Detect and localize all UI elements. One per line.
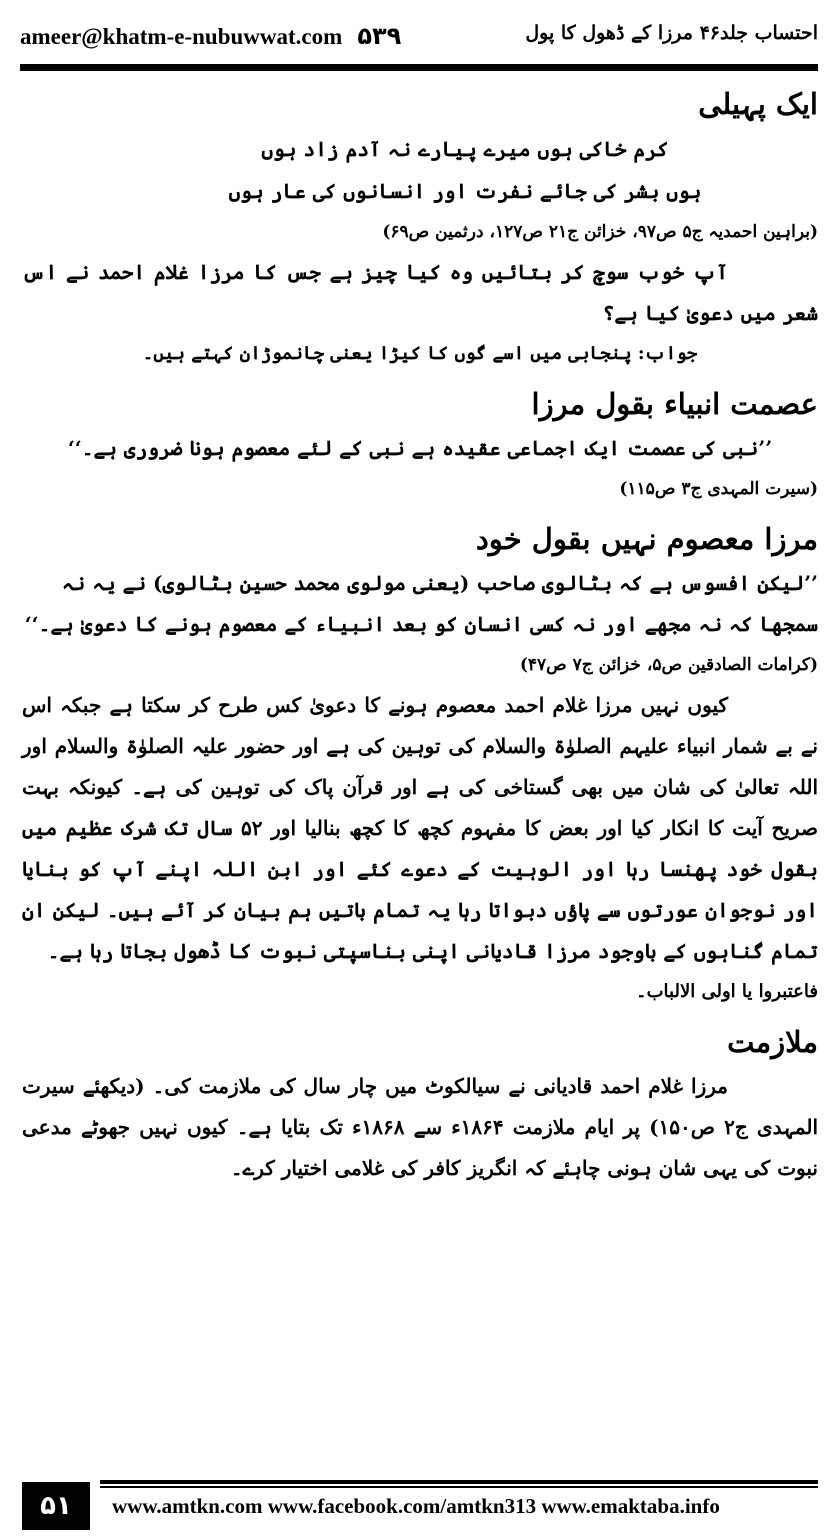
page-content — [22, 80, 818, 1462]
section-heading: ملازمت — [727, 1025, 818, 1059]
body-paragraph: آپ خوب سوچ کر بتائیں وہ کیا چیز ہے جس کا مرزا غلام احمد نے اس شعر میں دعویٰ کیا ہے؟ — [22, 260, 818, 325]
quotation: ’’لیکن افسوس ہے کہ بٹالوی صاحب (یعنی مولوی محمد حسین بٹالوی) نے یہ نہ سمجھا کہ نہ مجھے اور نہ کسی انسان کو بعد انبیاء کے معصوم ہونے کا دعویٰ ہے۔‘‘ — [24, 571, 818, 636]
section-heading: ایک پہیلی — [698, 87, 818, 121]
citation: (براہین احمدیہ ج۵ ص۹۷، خزائن ج۲۱ ص۱۲۷، درثمین ص۶۹) — [382, 222, 818, 242]
section-ismat — [22, 380, 818, 509]
citation: (سیرت المہدی ج۳ ص۱۱۵) — [619, 479, 818, 499]
footer-rule-thin — [100, 1486, 818, 1488]
footer-links: www.amtkn.com www.facebook.com/amtkn313 www.emaktaba.info — [112, 1494, 720, 1518]
body-paragraph: مرزا غلام احمد قادیانی نے سیالکوٹ میں چار سال کی ملازمت کی۔ (دیکھئے سیرت المہدی ج۲ ص۱۵۰) پر ایام ملازمت ۱۸۶۴ء سے ۱۸۶۸ء تک بتایا ہے۔ کیوں نہیں جھوٹے مدعی نبوت کی یہی شان ہونی چاہئے کہ انگریز کافر کی غلامی اختیار کرے۔ — [22, 1074, 818, 1180]
footer-page-number: ۵۱ — [22, 1482, 90, 1530]
header-page-number: ۵۳۹ — [357, 22, 402, 50]
header-running-title: احتساب جلد۴۶ مرزا کے ڈھول کا پول — [525, 22, 818, 44]
header-email: ameer@khatm-e-nubuwwat.com — [20, 24, 343, 49]
section-riddle — [22, 80, 818, 374]
header-rule — [20, 64, 818, 71]
body-paragraph: کیوں نہیں مرزا غلام احمد معصوم ہونے کا دعویٰ کس طرح کر سکتا ہے جبکہ اس نے بے شمار انبیاء علیہم الصلوٰۃ والسلام کی توہین کی ہے اور حضور علیہ الصلوٰۃ والسلام اور اللہ تعالیٰ کی شان میں بھی گستاخی کی ہے اور قرآن پاک کی توہین کی ہے۔ کیونکہ بہت صریح آیت کا انکار کیا اور بعض کا مفہوم کچھ کا کچھ بنالیا اور ۵۲ سال تک شرک عظیم میں بقول خود پھنسا رہا اور الوہیت کے دعوے کئے اور ابن اللہ اپنے آپ کو بنایا اور نوجوان عورتوں سے پاؤں دبواتا رہا یہ تمام باتیں ہم بیان کر آئے ہیں۔ لیکن ان تمام گناہوں کے باوجود مرزا قادیانی اپنی بناسپتی نبوت کا ڈھول بجاتا رہا ہے۔ — [22, 693, 818, 963]
answer-line: جواب: پنجابی میں اسے گوں کا کیڑا یعنی چانموڑان کہتے ہیں۔ — [142, 343, 698, 364]
section-not-masoom — [22, 515, 818, 1012]
section-mulazmat — [22, 1018, 818, 1189]
citation: (کرامات الصادقین ص۵، خزائن ج۷ ص۴۷) — [519, 655, 818, 675]
footer-rule — [100, 1480, 818, 1484]
header-left — [20, 22, 401, 50]
closing-line: فاعتبروا یا اولی الالباب۔ — [636, 981, 818, 1002]
verse-line: کرم خاکی ہوں میرے پیارے نہ آدم زاد ہوں — [261, 137, 669, 161]
verse-line: ہوں بشر کی جائے نفرت اور انسانوں کی عار ہوں — [228, 179, 702, 203]
quotation: ’’نبی کی عصمت ایک اجماعی عقیدہ ہے نبی کے لئے معصوم ہونا ضروری ہے۔‘‘ — [67, 436, 773, 460]
section-heading: عصمت انبیاء بقول مرزا — [531, 387, 818, 421]
page-header — [20, 14, 818, 64]
section-heading: مرزا معصوم نہیں بقول خود — [475, 522, 818, 556]
